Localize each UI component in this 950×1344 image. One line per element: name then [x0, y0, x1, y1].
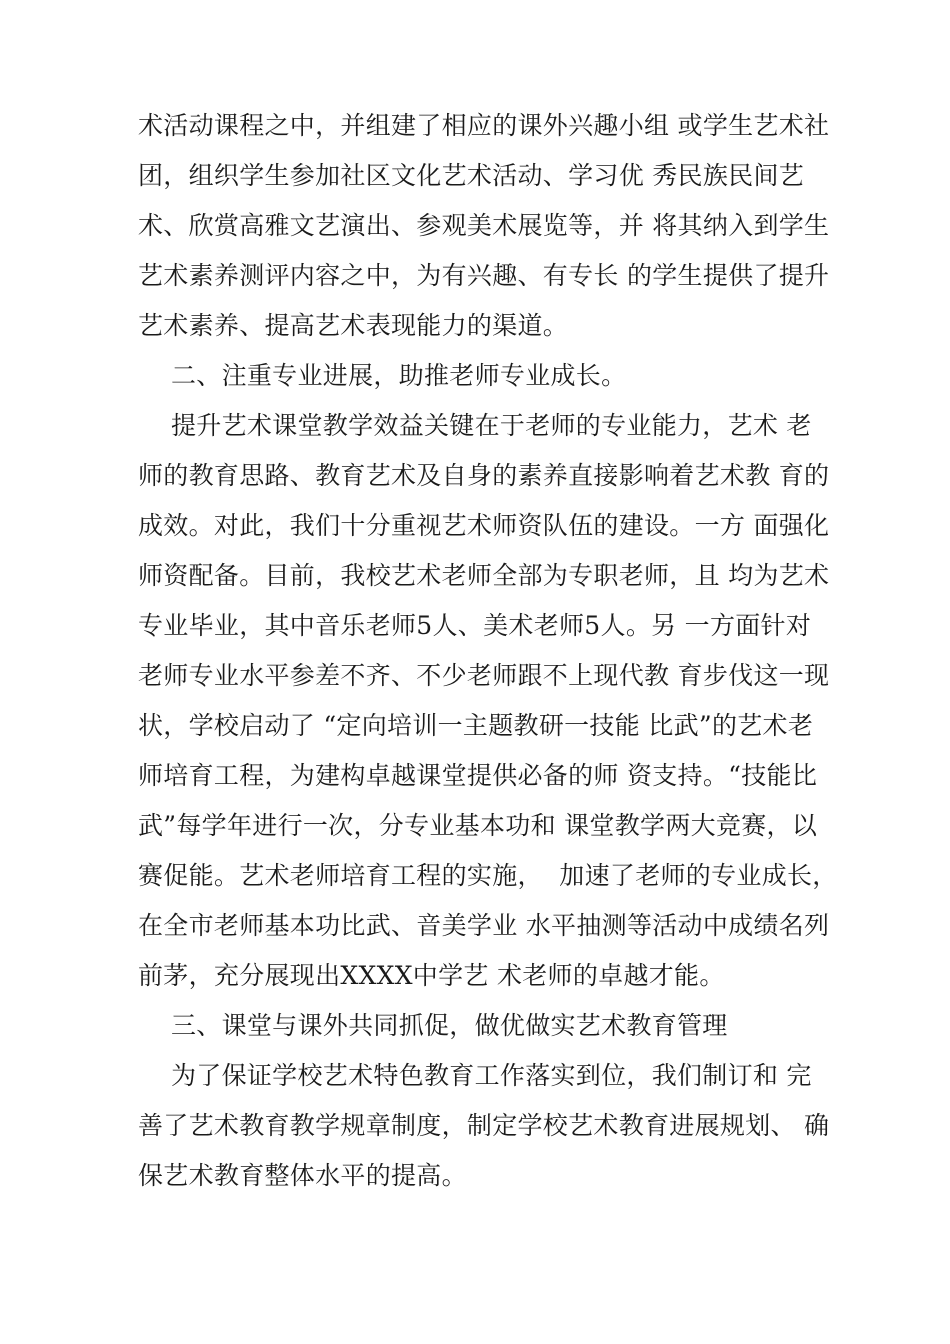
text-line: 在全市老师基本功比武、音美学业 水平抽测等活动中成绩名列	[138, 911, 830, 940]
text-line: 武”每学年进行一次，分专业基本功和 课堂教学两大竞赛，以	[138, 811, 818, 840]
text-line: 术活动课程之中，并组建了相应的课外兴趣小组 或学生艺术社	[138, 111, 830, 140]
text-line: 团，组织学生参加社区文化艺术活动、学习优 秀民族民间艺	[138, 161, 805, 190]
section-heading: 三、课堂与课外共同抓促，做优做实艺术教育管理	[138, 1011, 728, 1040]
text-line: 成效。对此，我们十分重视艺术师资队伍的建设。一方 面强化	[138, 511, 830, 540]
text-line: 保艺术教育整体水平的提高。	[138, 1161, 467, 1190]
text-line: 术、欣赏高雅文艺演出、参观美术展览等，并 将其纳入到学生	[138, 211, 830, 240]
text-line: 艺术素养、提高艺术表现能力的渠道。	[138, 311, 569, 340]
text-line: 赛促能。艺术老师培育工程的实施， 加速了老师的专业成长，	[138, 861, 838, 890]
text-line: 提升艺术课堂教学效益关键在于老师的专业能力，艺术 老	[138, 411, 812, 440]
text-line: 善了艺术教育教学规章制度，制定学校艺术教育进展规划、 确	[138, 1111, 830, 1140]
text-line: 师资配备。目前，我校艺术老师全部为专职老师，且 均为艺术	[138, 561, 830, 590]
text-line: 专业毕业，其中音乐老师5人、美术老师5人。另 一方面针对	[138, 611, 812, 640]
text-line: 前茅，充分展现出XXXX中学艺 术老师的卓越才能。	[138, 961, 725, 990]
text-line: 师培育工程，为建构卓越课堂提供必备的师 资支持。“技能比	[138, 761, 818, 790]
section-heading: 二、注重专业进展，助推老师专业成长。	[138, 361, 627, 390]
text-line: 状，学校启动了 “定向培训一主题教研一技能 比武”的艺术老	[138, 711, 814, 740]
text-line: 师的教育思路、教育艺术及自身的素养直接影响着艺术教 育的	[138, 461, 830, 490]
text-line: 为了保证学校艺术特色教育工作落实到位，我们制订和 完	[138, 1061, 812, 1090]
text-line: 老师专业水平参差不齐、不少老师跟不上现代教 育步伐这一现	[138, 661, 830, 690]
text-line: 艺术素养测评内容之中，为有兴趣、有专长 的学生提供了提升	[138, 261, 830, 290]
